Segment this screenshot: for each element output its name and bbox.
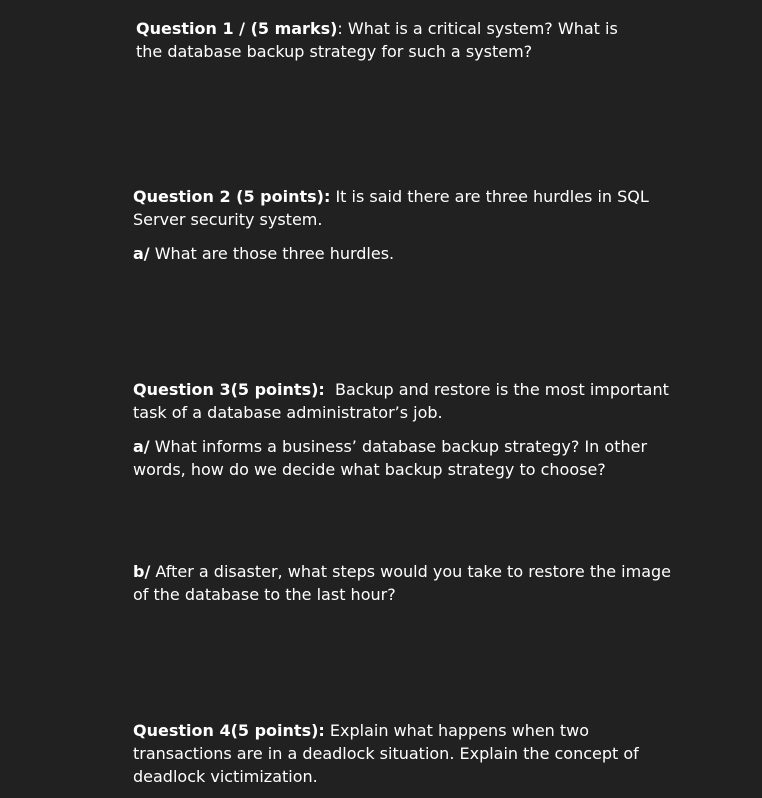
question-1-label: Question 1 / (5 marks) <box>136 19 338 38</box>
question-3-part-a-text: What informs a business’ database backup strategy? In other words, how do we decide what backup strategy to choose? <box>133 437 648 479</box>
question-3-part-b <box>133 560 673 606</box>
question-2-part-a <box>133 242 673 265</box>
question-1-colon: : <box>337 19 343 38</box>
question-2-part-a-text: What are those three hurdles. <box>149 244 395 263</box>
question-2-label: Question 2 (5 points): <box>133 187 331 206</box>
question-4-label: Question 4(5 points): <box>133 721 325 740</box>
question-3-part-b-paragraph <box>133 560 673 606</box>
question-1-text: What is a critical system? What is the database backup strategy for such a system? <box>136 19 618 61</box>
question-2-part-a-paragraph <box>133 242 673 265</box>
question-2-text: It is said there are three hurdles in SQL Server security system. <box>133 187 649 229</box>
question-3-part-a-paragraph <box>133 435 673 481</box>
question-1-paragraph <box>136 17 636 63</box>
question-3-paragraph <box>133 378 673 424</box>
question-2 <box>133 185 673 231</box>
question-3 <box>133 378 673 424</box>
question-3-label: Question 3(5 points): <box>133 380 325 399</box>
question-4 <box>133 719 673 788</box>
question-4-text: Explain what happens when two transactions are in a deadlock situation. Explain the concept of deadlock victimization. <box>133 721 639 786</box>
question-1 <box>136 17 636 63</box>
question-3-part-b-label: b/ <box>133 562 151 581</box>
question-3-part-b-text: After a disaster, what steps would you take to restore the image of the database to the last hour? <box>133 562 671 604</box>
question-2-paragraph <box>133 185 673 231</box>
question-3-part-a-label: a/ <box>133 437 150 456</box>
question-3-part-a <box>133 435 673 481</box>
question-3-text: Backup and restore is the most important task of a database administrator’s job. <box>133 380 674 422</box>
question-2-part-a-label: a/ <box>133 244 150 263</box>
question-4-paragraph <box>133 719 673 788</box>
